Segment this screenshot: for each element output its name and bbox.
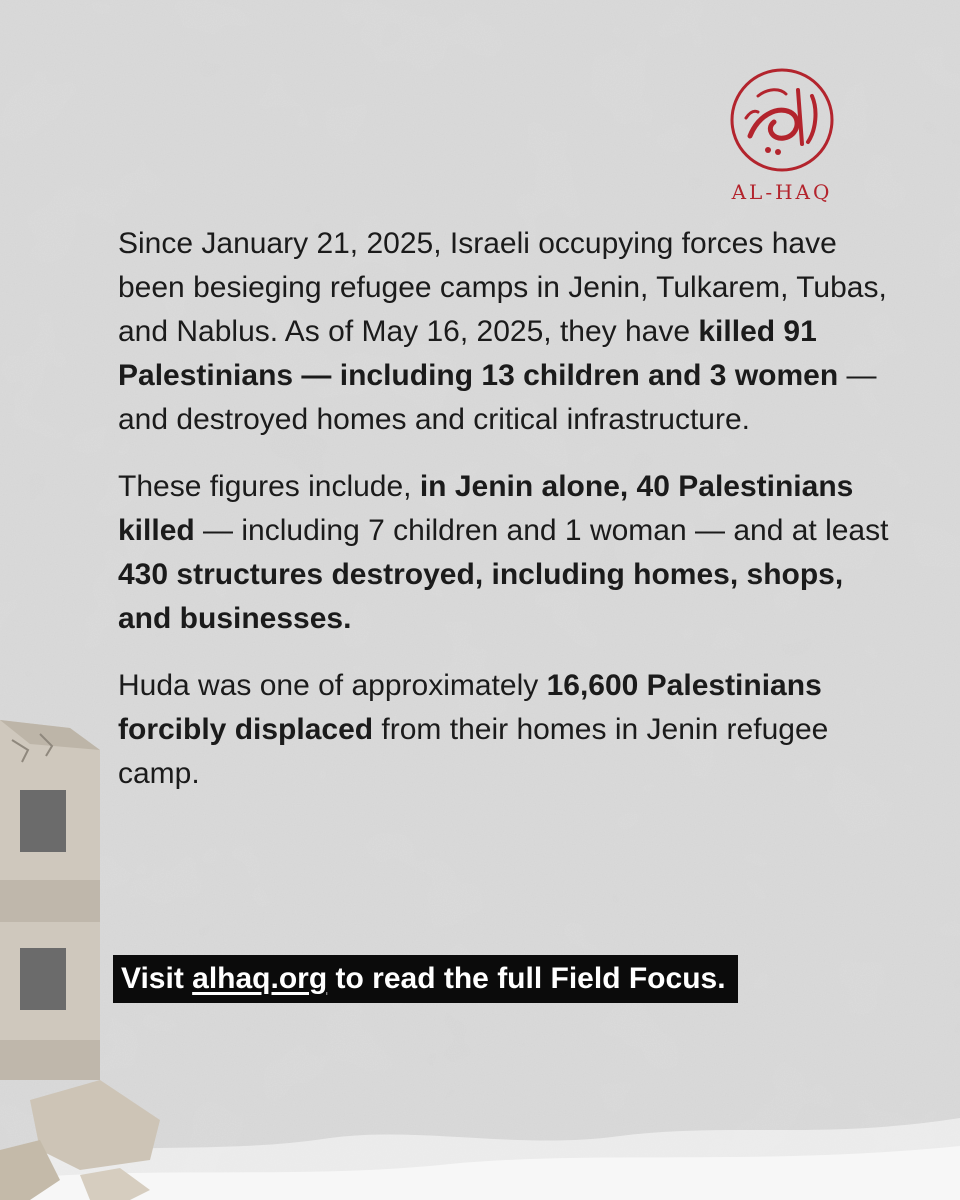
damaged-building-illustration <box>0 720 110 1080</box>
al-haq-logo <box>722 64 842 214</box>
call-to-action-banner <box>113 955 738 1003</box>
paragraph-2: These figures include, in Jenin alone, 40 Palestinians killed — including 7 children and 1 woman — and at least 430 structures destroyed, including homes, shops, and businesses. <box>118 470 889 635</box>
paragraph-3: Huda was one of approximately 16,600 Palestinians forcibly displaced from their homes in Jenin refugee camp. <box>118 669 829 790</box>
logo-wordmark: AL-HAQ <box>731 180 833 204</box>
window-icon <box>20 948 66 1010</box>
cta-prefix: Visit <box>121 962 193 995</box>
rubble-illustration <box>0 1060 200 1200</box>
al-haq-calligraphy-icon <box>728 66 836 174</box>
alhaq-link[interactable]: alhaq.org <box>192 962 328 995</box>
cta-suffix: to read the full Field Focus. <box>327 962 726 995</box>
window-icon <box>20 790 66 852</box>
main-text <box>118 222 898 819</box>
paragraph-1: Since January 21, 2025, Israeli occupying forces have been besieging refugee camps in Jenin, Tulkarem, Tubas, and Nablus. As of May 16, 2025, they have killed 91 Palestinians — including 13 children and 3 women — and destroyed homes and critical infrastructure. <box>118 227 887 436</box>
